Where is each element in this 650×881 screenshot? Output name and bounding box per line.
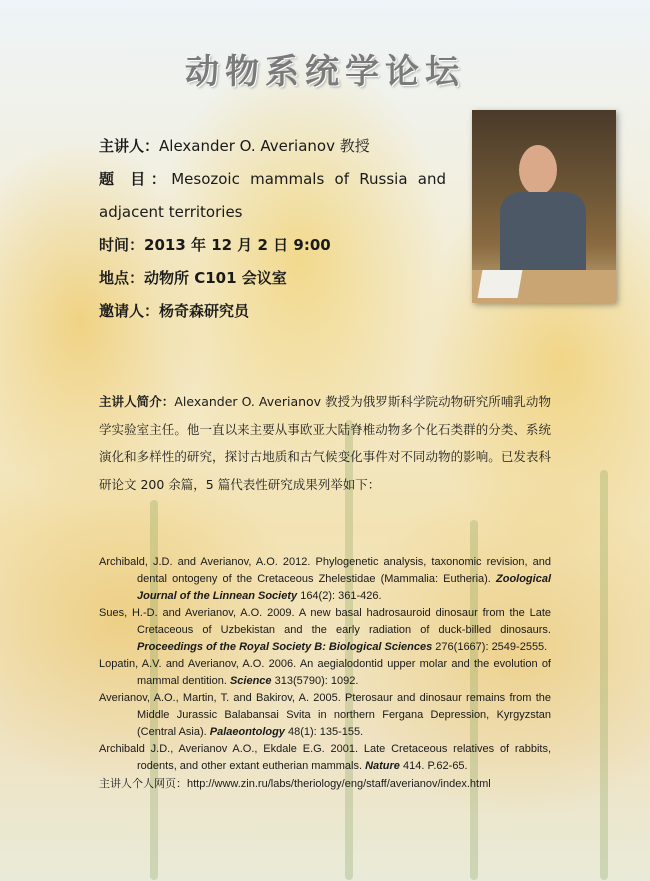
homepage-label: 主讲人个人网页： bbox=[99, 777, 187, 790]
lecture-info bbox=[99, 130, 446, 328]
time-line bbox=[99, 229, 446, 262]
reference-item: Averianov, A.O., Martin, T. and Bakirov, A. 2005. Pterosaur and dinosaur remains from the Middle Jurassic Balabansai Svita in northern Fergana Depression, Kyrgyzstan (Central Asia). Palaeontology 48(1): 135-155. bbox=[99, 692, 551, 738]
bio-label: 主讲人简介： bbox=[99, 394, 175, 409]
journal-name: Nature bbox=[365, 760, 400, 772]
tulip-stem bbox=[600, 470, 608, 880]
topic-line bbox=[99, 163, 446, 229]
reference-list bbox=[99, 554, 551, 793]
journal-name: Science bbox=[229, 675, 272, 687]
topic-label: 题 目： bbox=[99, 170, 172, 188]
speaker-label: 主讲人： bbox=[99, 137, 160, 155]
homepage-link[interactable]: http://www.zin.ru/labs/theriology/eng/staff/averianov/index.html bbox=[187, 778, 491, 790]
bio-text: Alexander O. Averianov 教授为俄罗斯科学院动物研究所哺乳动物学实验室主任。他一直以来主要从事欧亚大陆脊椎动物多个化石类群的分类、系统演化和多样性的研究，探讨古地质和古气候变化事件对不同动物的影响。已发表科研论文 200 余篇，5 篇代表性研究成果列举如下： bbox=[99, 394, 551, 492]
reference-item: Sues, H.-D. and Averianov, A.O. 2009. A new basal hadrosauroid dinosaur from the Late Cretaceous of Uzbekistan and the early radiation of duck-billed dinosaurs. Proceedings of the Royal Society B: Biological Sciences 276(1667): 2549-2555. bbox=[99, 607, 551, 653]
topic-value: Mesozoic mammals of Russia and adjacent territories bbox=[99, 170, 446, 221]
venue-value: 动物所 C101 会议室 bbox=[144, 269, 287, 287]
speaker-photo bbox=[472, 110, 616, 303]
speaker-line bbox=[99, 130, 446, 163]
host-label: 邀请人： bbox=[99, 302, 160, 320]
venue-line bbox=[99, 262, 446, 295]
reference-item: Archibald J.D., Averianov A.O., Ekdale E.G. 2001. Late Cretaceous relatives of rabbits, rodents, and other extant eutherian mammals. Nature 414. P.62-65. bbox=[99, 743, 551, 772]
host-line bbox=[99, 295, 446, 328]
speaker-bio bbox=[99, 388, 551, 498]
speaker-value: Alexander O. Averianov 教授 bbox=[159, 137, 370, 155]
time-value: 2013 年 12 月 2 日 9:00 bbox=[144, 236, 331, 254]
journal-name: Palaeontology bbox=[209, 726, 285, 738]
page-title: 动物系统学论坛 bbox=[185, 52, 465, 92]
homepage-line bbox=[99, 775, 551, 793]
time-label: 时间： bbox=[99, 236, 145, 254]
reference-item: Lopatin, A.V. and Averianov, A.O. 2006. An aegialodontid upper molar and the evolution of mammal dentition. Science 313(5790): 1092. bbox=[99, 658, 551, 687]
venue-label: 地点： bbox=[99, 269, 145, 287]
journal-name: Zoological Journal of the Linnean Society bbox=[137, 573, 551, 602]
journal-name: Proceedings of the Royal Society B: Biological Sciences bbox=[137, 641, 433, 653]
host-value: 杨奇森研究员 bbox=[159, 302, 250, 320]
reference-item: Archibald, J.D. and Averianov, A.O. 2012. Phylogenetic analysis, taxonomic revision, and dental ontogeny of the Cretaceous Zhelestidae (Mammalia: Eutheria). Zoological Journal of the Linnean Society 164(2): 361-426. bbox=[99, 556, 551, 602]
